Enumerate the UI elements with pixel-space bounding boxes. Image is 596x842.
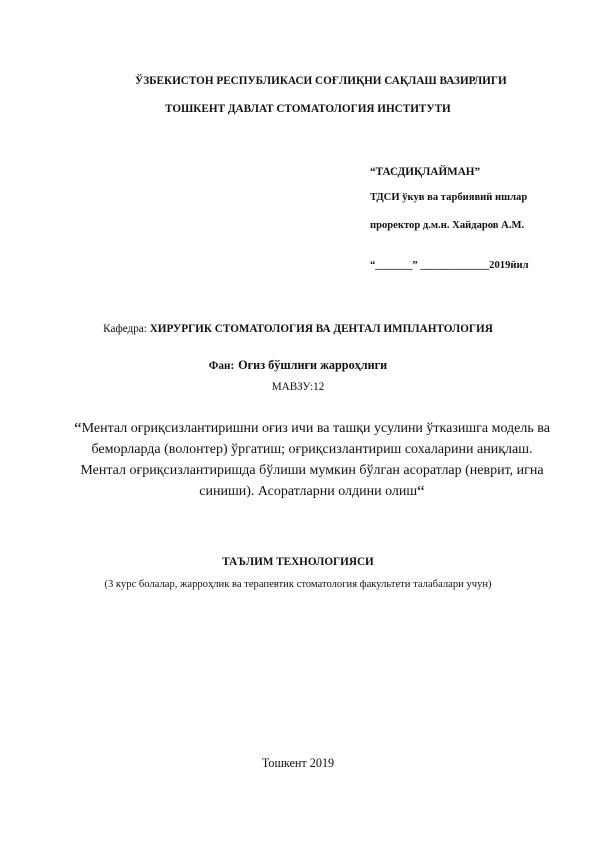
subject-line [0, 356, 596, 374]
approval-date-line: “_______” _____________2019йил [370, 260, 529, 271]
footer-city-year: Тошкент 2019 [261, 756, 335, 770]
education-subtitle: (3 курс болалар, жарроҳлик ва терапевтик стоматология факультети талабалари учун) [104, 579, 492, 590]
topic-close-quote: “ [417, 482, 425, 501]
topic-number: МАВЗУ:12 [271, 381, 325, 393]
department-line [0, 323, 596, 335]
topic-body: Ментал оғриқсизлантиришни оғиз ичи ва ташқи усулини ўтказишга модель ва беморларда (волонтер) ўргатиш; оғриқсизлантириш сохаларини аниқлаш. Ментал оғриқсизлантиришда бўлиши мумкин бўлган асоратлар (неврит, игна синиши). Асоратларни олдини олиш [80, 421, 550, 499]
approval-line-1: ТДСИ ўкув ва тарбиявий ишлар [370, 192, 528, 203]
institute-title: ТОШКЕНТ ДАВЛАТ СТОМАТОЛОГИЯ ИНСТИТУТИ [165, 103, 451, 115]
department-label: Кафедра: [103, 323, 147, 335]
subject-name: Оғиз бўшлиғи жарроҳлиги [238, 358, 388, 372]
education-title: ТАЪЛИМ ТЕХНОЛОГИЯСИ [222, 556, 374, 568]
ministry-title: ЎЗБЕКИСТОН РЕСПУБЛИКАСИ СОҒЛИҚНИ САҚЛАШ ВАЗИРЛИГИ [135, 75, 507, 87]
approval-line-2: проректор д.м.н. Хайдаров А.М. [370, 220, 525, 231]
topic-open-quote: “ [74, 419, 82, 438]
subject-label: Фан: [208, 360, 235, 372]
approval-title: “ТАСДИҚЛАЙМАН” [370, 166, 481, 178]
topic-text [70, 418, 554, 502]
department-name: ХИРУРГИК СТОМАТОЛОГИЯ ВА ДЕНТАЛ ИМПЛАНТОЛОГИЯ [149, 323, 493, 335]
